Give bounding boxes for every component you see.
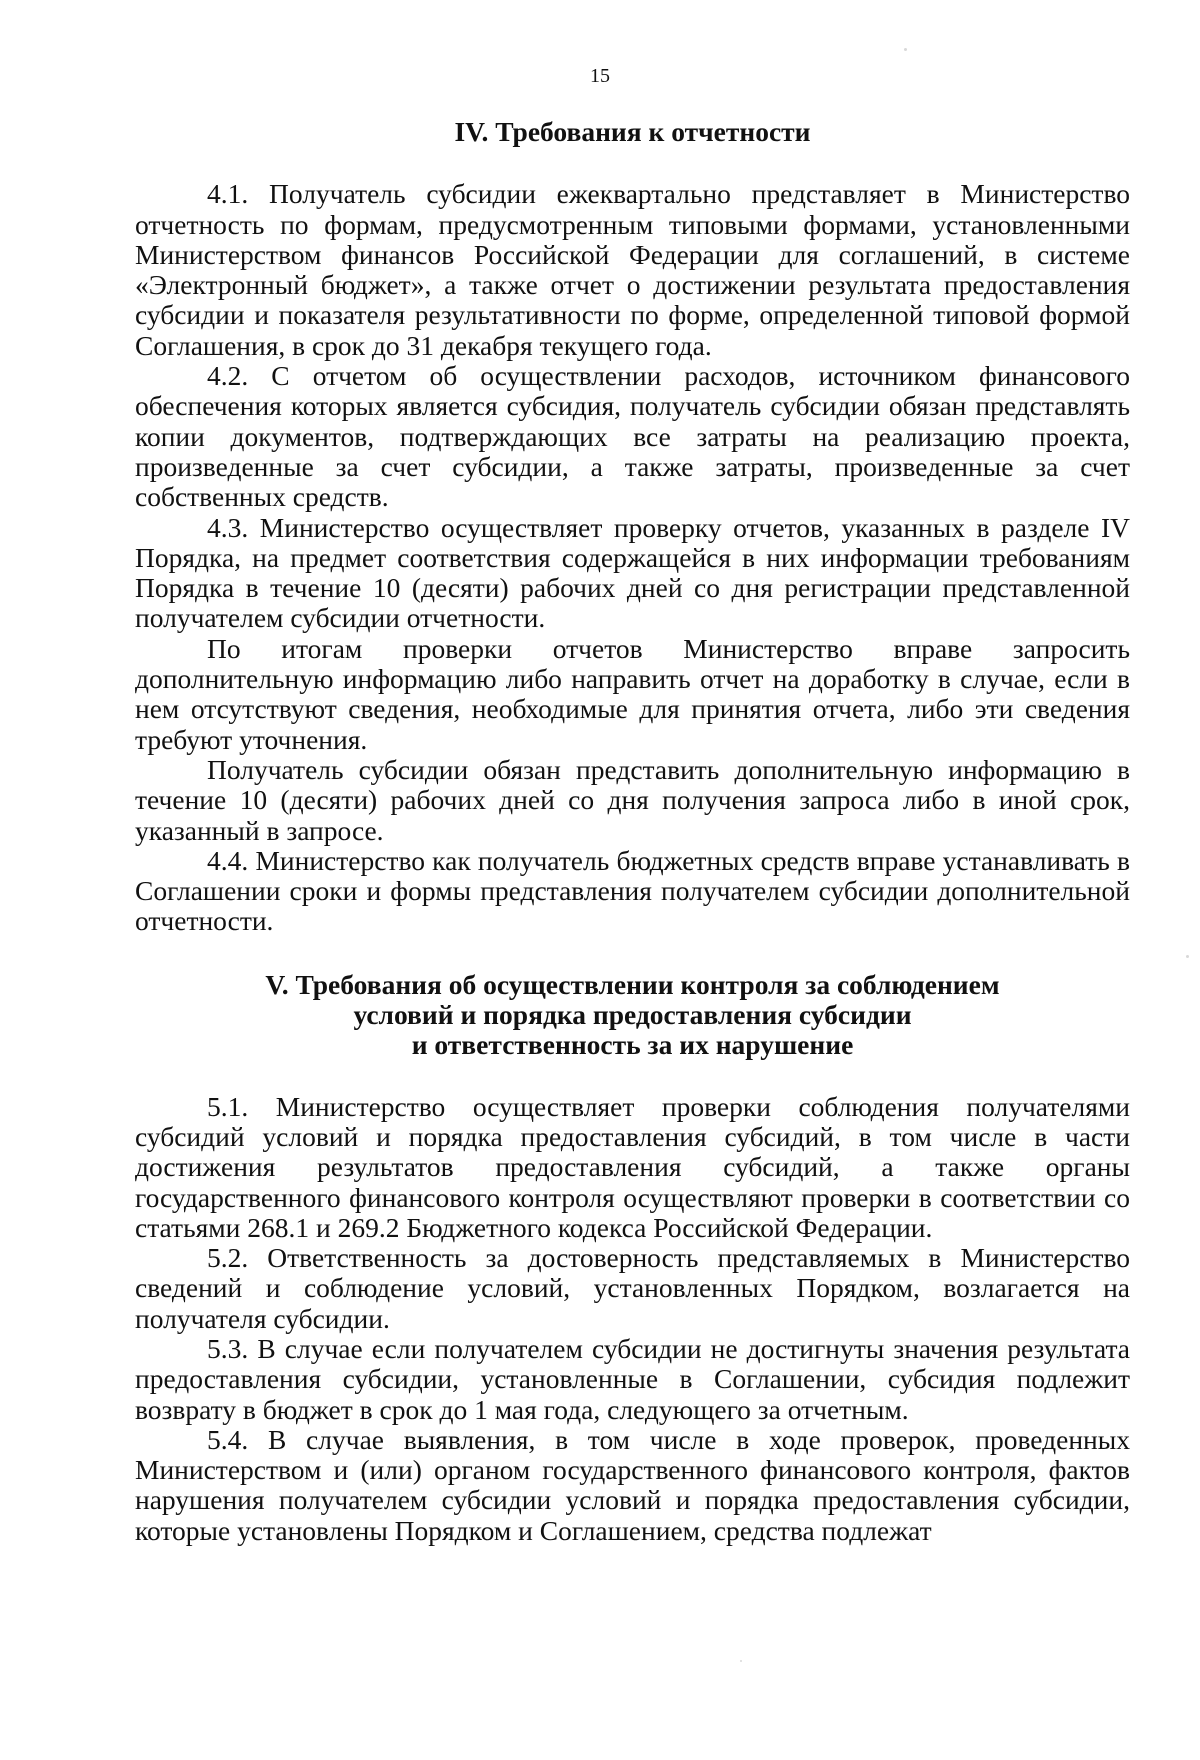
paragraph-4-3-review: По итогам проверки отчетов Министерство вправе запросить дополнительную информацию либо направить отчет на доработку в случае, если в нем отсутствуют сведения, необходимые для принятия отчета, либо эти сведения требуют уточнения. (135, 632, 1130, 755)
paragraph-5-4: 5.4. В случае выявления, в том числе в ходе проверок, проведенных Министерством и (или) органом государственного финансового контроля, фактов нарушения получателем субсидии условий и порядка предоставления субсидии, которые установлены Порядком и Соглашением, средства подлежат (135, 1423, 1130, 1546)
section-5-title-line-3: и ответственность за их нарушение (411, 1029, 854, 1061)
paragraph-5-2: 5.2. Ответственность за достоверность представляемых в Министерство сведений и соблюдение условий, установленных Порядком, возлагается на получателя субсидии. (135, 1242, 1130, 1334)
document-body (135, 117, 1130, 1546)
paragraph-5-3: 5.3. В случае если получателем субсидии не достигнуты значения результата предоставления субсидии, установленные в Соглашении, субсидия подлежит возврату в бюджет в срок до 1 мая года, следующего за отчетным. (135, 1332, 1130, 1425)
section-4-title: IV. Требования к отчетности (454, 116, 811, 147)
section-5-title (135, 970, 1130, 1061)
paragraph-5-1: 5.1. Министерство осуществляет проверки соблюдения получателями субсидий условий и порядка предоставления субсидий, в том числе в части достижения результатов предоставления субсидий, а также органы государственного финансового контроля осуществляют проверки в соответствии со статьями 268.1 и 269.2 Бюджетного кодекса Российской Федерации. (135, 1090, 1130, 1243)
paragraph-4-4: 4.4. Министерство как получатель бюджетных средств вправе устанавливать в Соглашении сроки и формы представления получателем субсидии дополнительной отчетности. (135, 844, 1130, 937)
section-5-title-line-1: V. Требования об осуществлении контроля за соблюдением (265, 968, 1000, 1000)
scan-speck (904, 48, 907, 51)
paragraph-4-3: 4.3. Министерство осуществляет проверку отчетов, указанных в разделе IV Порядка, на предмет соответствия содержащейся в них информации требованиям Порядка в течение 10 (десяти) рабочих дней со дня регистрации представленной получателем субсидии отчетности. (135, 511, 1130, 634)
scan-speck (1186, 955, 1189, 958)
section-5-title-line-2: условий и порядка предоставления субсидии (353, 999, 912, 1031)
paragraph-4-1: 4.1. Получатель субсидии ежеквартально представляет в Министерство отчетность по формам, предусмотренным типовыми формами, установленными Министерством финансов Российской Федерации для соглашений, в системе «Электронный бюджет», а также отчет о достижении результата предоставления субсидии и показателя результативности по форме, определенной типовой формой Соглашения, в срок до 31 декабря текущего года. (135, 178, 1130, 361)
paragraph-4-3-additional-info: Получатель субсидии обязан представить дополнительную информацию в течение 10 (десяти) рабочих дней со дня получения запроса либо в иной срок, указанный в запросе. (135, 753, 1130, 846)
page-number: 15 (590, 65, 610, 87)
paragraph-4-2: 4.2. С отчетом об осуществлении расходов, источником финансового обеспечения которых является субсидия, получатель субсидии обязан представлять копии документов, подтверждающих все затраты на реализацию проекта, произведенные за счет субсидии, а также затраты, произведенные за счет собственных средств. (135, 360, 1130, 513)
scan-speck (740, 1660, 742, 1662)
